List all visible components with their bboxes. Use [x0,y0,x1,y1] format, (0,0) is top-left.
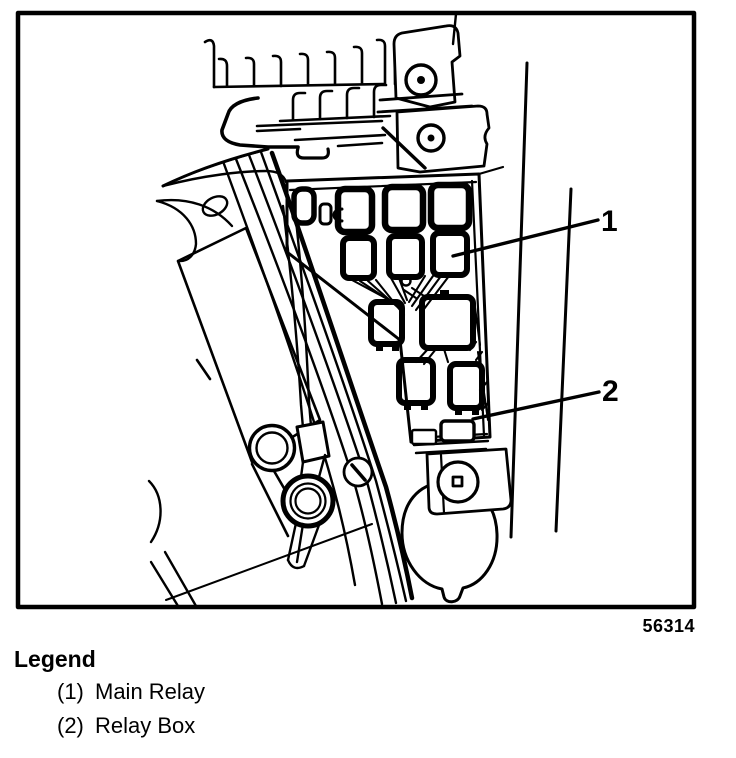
rib-line [219,59,227,86]
mounting-bracket-lower [383,106,489,172]
slotted-bolt [344,458,372,486]
legend-item [57,679,205,705]
legend-item-ref: (1) [57,679,84,704]
relay-tab [392,344,399,351]
hose-loop [200,192,231,219]
rib-line [377,40,385,83]
relay-tab [455,408,462,415]
relay-box-corner-line [479,167,503,174]
figure-frame [18,13,694,607]
relay-tab [421,403,428,410]
relay-tab [440,290,449,297]
bolt-center-icon [417,76,425,84]
callout-2 [473,375,619,419]
rib-line-2 [320,91,332,119]
panel-line [556,189,571,531]
rib-line [205,40,214,87]
mounting-bracket-upper [378,14,472,112]
relay-tab [404,403,411,410]
body-panel-lines [511,63,571,537]
panel-line [511,63,527,537]
top-ribbed-cover [163,40,395,186]
strut-arc [157,201,196,261]
bolt-center-icon [428,135,435,142]
panel-arc [149,481,161,542]
rib-line-2 [347,88,359,118]
grommet [250,426,295,471]
callout-2-leader [473,392,599,419]
relay-tab [376,344,383,351]
panel-edge-line [166,524,372,600]
shelf-line [257,121,382,126]
bolt-washer-icon [438,462,478,502]
rib-line [273,56,281,86]
cover-foot [297,148,328,158]
hose-line [163,149,268,186]
legend-title: Legend [14,646,96,672]
legend-item-label: Main Relay [95,679,206,704]
rib-line [354,47,362,83]
legend-item-ref: (2) [57,713,84,738]
rib-line [300,54,308,85]
rod-line [197,360,210,379]
figure-number: 56314 [642,616,695,636]
legend-item-label: Relay Box [95,713,196,738]
shelf-line [338,143,382,146]
box-bottom-connector-small [412,430,436,444]
lower-mounting-bracket [427,449,511,514]
legend-item [57,713,195,739]
rib-line [246,58,254,86]
shelf-line [257,129,300,131]
rib-line [327,52,335,84]
relay-box [287,167,503,453]
rib-baseline [214,84,385,87]
shelf-line [295,135,385,140]
box-bottom-connector [441,421,474,441]
rib-line-2 [293,93,305,120]
relay-tab [472,408,479,415]
callout-1-label: 1 [601,205,618,238]
callout-2-label: 2 [602,375,619,408]
cover-left-step [222,98,298,147]
